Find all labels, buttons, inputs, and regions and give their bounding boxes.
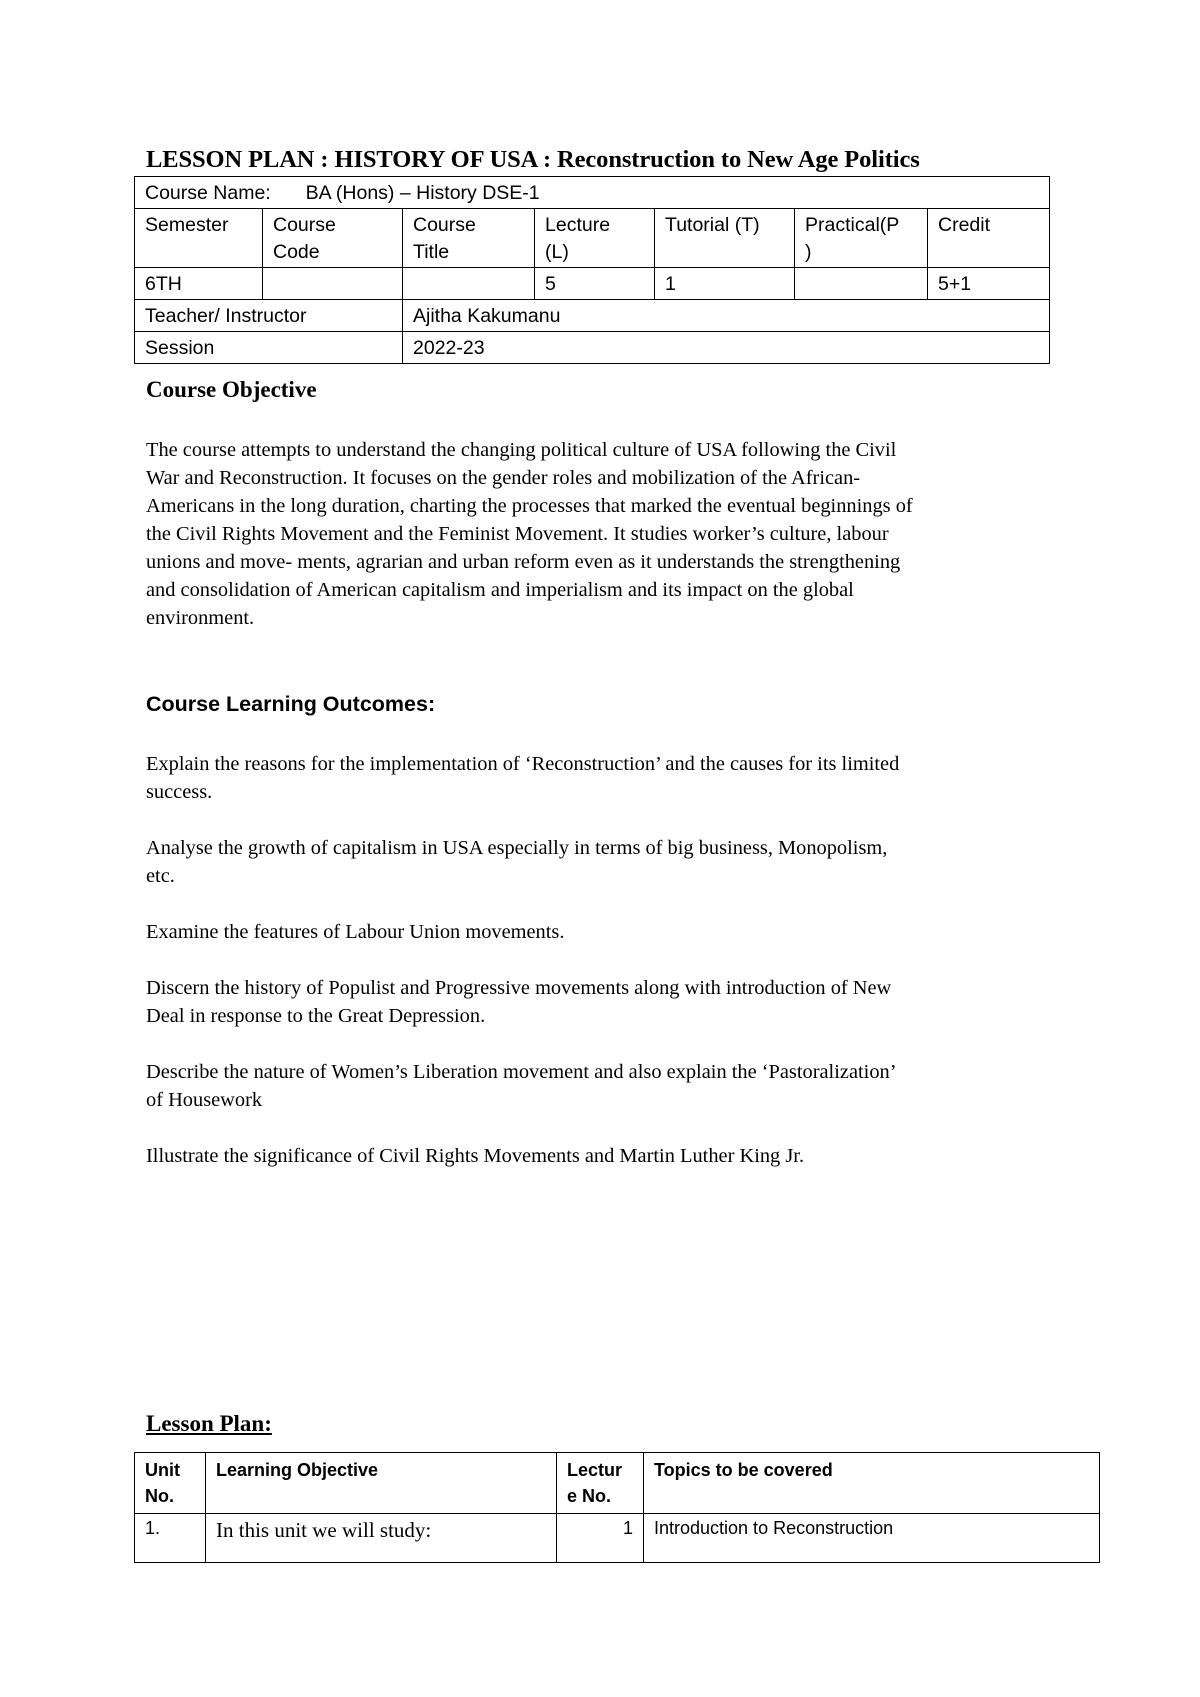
- practical-header: Practical(P ): [795, 209, 928, 268]
- objective-line: Americans in the long duration, charting the processes that marked the eventual beginnings of: [146, 495, 913, 517]
- document-title: LESSON PLAN : HISTORY OF USA : Reconstruction to New Age Politics: [146, 146, 920, 173]
- course-objective-text: [146, 436, 1076, 632]
- course-name-cell: [135, 177, 1050, 209]
- teacher-label: Teacher/ Instructor: [135, 300, 403, 332]
- course-code-header: Course Code: [263, 209, 403, 268]
- lecture-value: 5: [535, 268, 655, 300]
- teacher-row: [135, 300, 1050, 332]
- lecture-no-cell: 1: [557, 1514, 644, 1563]
- learning-outcomes-heading: Course Learning Outcomes:: [146, 692, 436, 716]
- lesson-plan-heading: Lesson Plan:: [146, 1411, 272, 1436]
- learning-objective-cell: In this unit we will study:: [206, 1514, 557, 1563]
- credit-value: 5+1: [928, 268, 1050, 300]
- course-name-row: [135, 177, 1050, 209]
- course-name-label: Course Name:: [145, 182, 271, 204]
- course-objective-heading: Course Objective: [146, 377, 317, 402]
- tutorial-header: Tutorial (T): [655, 209, 795, 268]
- course-info-table: [134, 176, 1050, 364]
- outcome-item: Examine the features of Labour Union movements.: [146, 921, 565, 943]
- teacher-value: Ajitha Kakumanu: [403, 300, 1050, 332]
- session-row: [135, 332, 1050, 364]
- course-values-row: [135, 268, 1050, 300]
- course-name-value: BA (Hons) – History DSE-1: [305, 182, 540, 204]
- course-title-value: [403, 268, 535, 300]
- unit-no-cell: 1.: [135, 1514, 206, 1563]
- objective-line: the Civil Rights Movement and the Feminist Movement. It studies worker’s culture, labour: [146, 523, 889, 545]
- objective-line: War and Reconstruction. It focuses on the gender roles and mobilization of the African-: [146, 467, 861, 489]
- outcome-item: Illustrate the significance of Civil Rights Movements and Martin Luther King Jr.: [146, 1145, 805, 1167]
- semester-value: 6TH: [135, 268, 263, 300]
- outcome-item: Discern the history of Populist and Progressive movements along with introduction of New Deal in response to the Great Depression.: [146, 977, 892, 1027]
- lesson-plan-header-row: [135, 1453, 1100, 1514]
- objective-line: The course attempts to understand the changing political culture of USA following the Civil: [146, 439, 897, 461]
- learning-objective-header: Learning Objective: [206, 1453, 557, 1514]
- course-title-header: Course Title: [403, 209, 535, 268]
- semester-header: Semester: [135, 209, 263, 268]
- objective-line: environment.: [146, 607, 255, 629]
- topic-cell: Introduction to Reconstruction: [644, 1514, 1100, 1563]
- lesson-plan-table: [134, 1452, 1100, 1563]
- practical-value: [795, 268, 928, 300]
- course-header-row: [135, 209, 1050, 268]
- unit-no-header: Unit No.: [135, 1453, 206, 1514]
- credit-header: Credit: [928, 209, 1050, 268]
- outcome-item: Explain the reasons for the implementation of ‘Reconstruction’ and the causes for its limited success.: [146, 753, 900, 803]
- tutorial-value: 1: [655, 268, 795, 300]
- outcome-item: Describe the nature of Women’s Liberation movement and also explain the ‘Pastoralization’ of Housework: [146, 1061, 897, 1111]
- outcome-item: Analyse the growth of capitalism in USA especially in terms of big business, Monopolism, etc.: [146, 837, 888, 887]
- course-code-value: [263, 268, 403, 300]
- lecture-no-header: Lectur e No.: [557, 1453, 644, 1514]
- objective-line: and consolidation of American capitalism and imperialism and its impact on the global: [146, 579, 854, 601]
- objective-line: unions and move- ments, agrarian and urban reform even as it understands the strengthening: [146, 551, 901, 573]
- session-value: 2022-23: [403, 332, 1050, 364]
- session-label: Session: [135, 332, 403, 364]
- table-row: [135, 1514, 1100, 1563]
- topics-header: Topics to be covered: [644, 1453, 1100, 1514]
- lecture-header: Lecture (L): [535, 209, 655, 268]
